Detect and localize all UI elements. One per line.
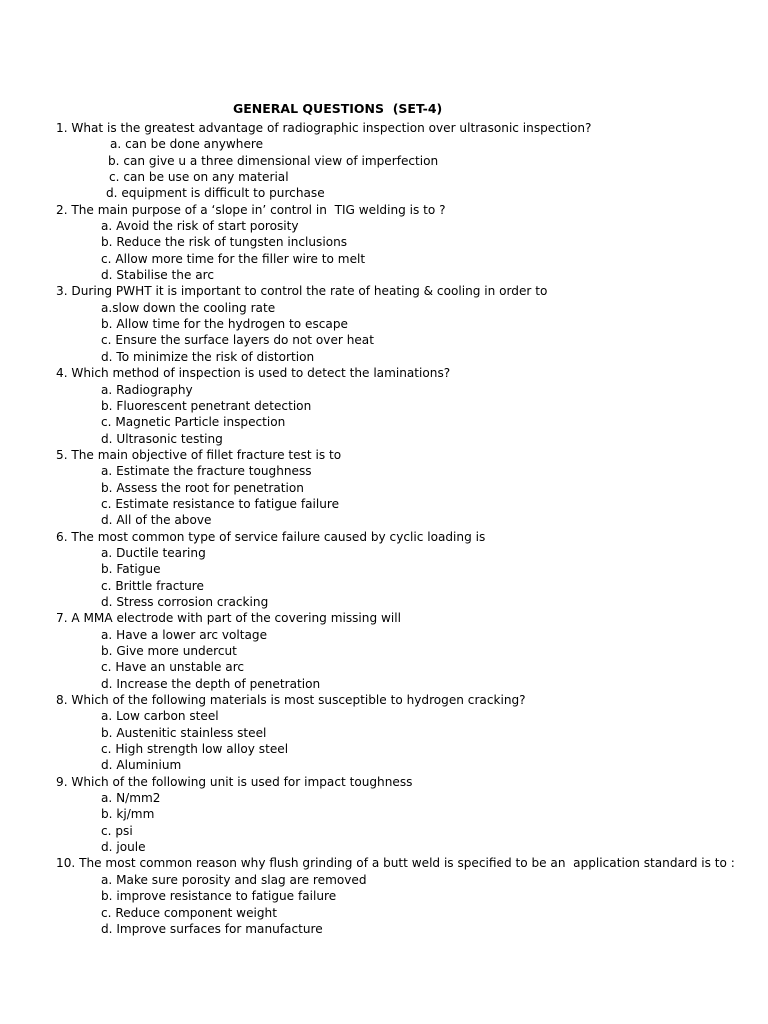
question-9-option-a: a. N/mm2 xyxy=(101,791,161,806)
question-10-option-b: b. improve resistance to fatigue failure xyxy=(101,889,337,904)
question-5-option-a: a. Estimate the fracture toughness xyxy=(101,464,312,479)
question-4-option-c: c. Magnetic Particle inspection xyxy=(101,415,286,430)
question-10-option-a: a. Make sure porosity and slag are removed xyxy=(101,872,367,887)
question-7-option-c: c. Have an unstable arc xyxy=(101,660,245,675)
question-list xyxy=(56,120,756,937)
question-7-text: 7. A MMA electrode with part of the covering missing will xyxy=(56,611,401,626)
question-5-option-c: c. Estimate resistance to fatigue failure xyxy=(101,496,340,511)
question-10-option-d: d. Improve surfaces for manufacture xyxy=(101,921,323,936)
question-10-option-c: c. Reduce component weight xyxy=(101,905,277,920)
question-2-text: 2. The main purpose of a ‘slope in’ control in TIG welding is to ? xyxy=(56,202,446,217)
question-1-option-c: c. can be use on any material xyxy=(109,170,289,185)
question-6-option-b: b. Fatigue xyxy=(101,562,161,577)
question-4-option-a: a. Radiography xyxy=(101,382,193,397)
question-5-option-d: d. All of the above xyxy=(101,513,212,528)
question-3-option-a: a.slow down the cooling rate xyxy=(101,300,276,315)
question-7-option-d: d. Increase the depth of penetration xyxy=(101,676,321,691)
question-8-option-a: a. Low carbon steel xyxy=(101,709,219,724)
question-7-option-a: a. Have a lower arc voltage xyxy=(101,627,268,642)
question-9-option-b: b. kj/mm xyxy=(101,807,155,822)
question-6-text: 6. The most common type of service failure caused by cyclic loading is xyxy=(56,529,486,544)
question-2-option-b: b. Reduce the risk of tungsten inclusions xyxy=(101,235,348,250)
question-2-option-d: d. Stabilise the arc xyxy=(101,268,214,283)
question-8-option-c: c. High strength low alloy steel xyxy=(101,742,289,757)
question-2-option-a: a. Avoid the risk of start porosity xyxy=(101,219,299,234)
question-1-text: 1. What is the greatest advantage of radiographic inspection over ultrasonic inspection? xyxy=(56,121,592,135)
question-3-text: 3. During PWHT it is important to control the rate of heating & cooling in order to xyxy=(56,284,548,299)
question-3-option-c: c. Ensure the surface layers do not over heat xyxy=(101,333,374,348)
question-4-option-b: b. Fluorescent penetrant detection xyxy=(101,398,312,413)
question-2-option-c: c. Allow more time for the filler wire to melt xyxy=(101,251,366,266)
question-1-option-d: d. equipment is difficult to purchase xyxy=(106,186,325,201)
question-4-text: 4. Which method of inspection is used to detect the laminations? xyxy=(56,366,451,381)
page-title: GENERAL QUESTIONS (SET-4) xyxy=(233,101,443,116)
question-9-option-c: c. psi xyxy=(101,823,133,838)
question-9-option-d: d. joule xyxy=(101,840,146,855)
question-8-text: 8. Which of the following materials is most susceptible to hydrogen cracking? xyxy=(56,693,526,708)
question-8-option-b: b. Austenitic stainless steel xyxy=(101,725,267,740)
question-5-option-b: b. Assess the root for penetration xyxy=(101,480,304,495)
question-1-option-b: b. can give u a three dimensional view of imperfection xyxy=(108,153,439,168)
question-6-option-c: c. Brittle fracture xyxy=(101,578,204,593)
question-7-option-b: b. Give more undercut xyxy=(101,644,237,658)
question-6-option-d: d. Stress corrosion cracking xyxy=(101,594,269,609)
question-8-option-d: d. Aluminium xyxy=(101,758,182,773)
question-6-option-a: a. Ductile tearing xyxy=(101,545,206,560)
question-10-text: 10. The most common reason why flush grinding of a butt weld is specified to be an application standard is to : xyxy=(56,856,735,871)
question-9-text: 9. Which of the following unit is used for impact toughness xyxy=(56,774,413,789)
question-5-text: 5. The main objective of fillet fracture test is to xyxy=(56,447,342,462)
question-3-option-b: b. Allow time for the hydrogen to escape xyxy=(101,317,348,332)
question-4-option-d: d. Ultrasonic testing xyxy=(101,431,223,446)
question-3-option-d: d. To minimize the risk of distortion xyxy=(101,349,315,364)
question-1-option-a: a. can be done anywhere xyxy=(110,137,264,152)
